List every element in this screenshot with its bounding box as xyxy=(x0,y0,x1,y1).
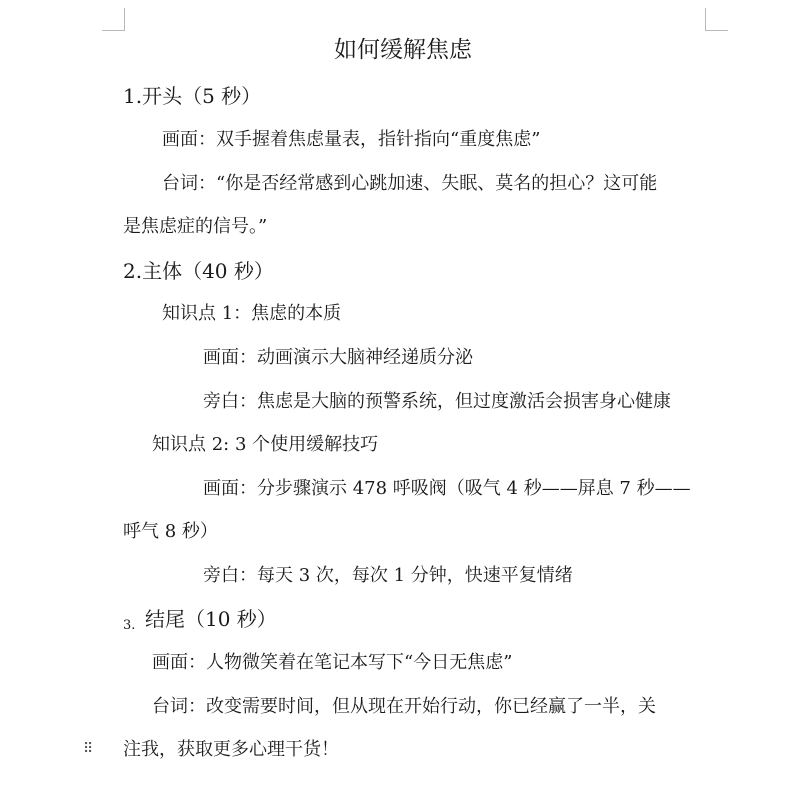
point-2-visual-1: 画面：分步骤演示 478 呼吸阀（吸气 4 秒——屏息 7 秒—— xyxy=(203,478,691,499)
page-corner-mark-top-left xyxy=(102,8,125,31)
point-2-narration: 旁白：每天 3 次，每次 1 分钟，快速平复情绪 xyxy=(203,565,573,586)
point-2-label: 知识点 2: 3 个使用缓解技巧 xyxy=(152,434,379,455)
opening-line-2: 是焦虑症的信号。” xyxy=(123,216,268,237)
section-ending-number: 3. xyxy=(123,618,136,633)
section-body-heading: 2.主体（40 秒） xyxy=(123,259,274,283)
ending-line-1: 台词：改变需要时间，但从现在开始行动，你已经赢了一半，关 xyxy=(152,696,656,717)
point-2-visual-2: 呼气 8 秒） xyxy=(123,521,218,542)
opening-visual: 画面：双手握着焦虑量表，指针指向“重度焦虑” xyxy=(162,129,541,150)
section-opening-heading: 1.开头（5 秒） xyxy=(123,84,262,108)
page-corner-mark-top-right xyxy=(705,8,728,31)
ending-visual: 画面：人物微笑着在笔记本写下“今日无焦虑” xyxy=(152,652,513,673)
document-title: 如何缓解焦虑 xyxy=(334,37,472,63)
opening-line-1: 台词：“你是否经常感到心跳加速、失眠、莫名的担心？这可能 xyxy=(162,173,658,194)
ending-line-2: 注我，获取更多心理干货！ xyxy=(123,739,339,760)
drag-handle-icon[interactable]: ⠿ xyxy=(83,741,94,757)
point-1-visual: 画面：动画演示大脑神经递质分泌 xyxy=(203,347,473,368)
point-1-label: 知识点 1：焦虑的本质 xyxy=(162,303,342,324)
point-1-narration: 旁白：焦虑是大脑的预警系统，但过度激活会损害身心健康 xyxy=(203,391,671,412)
section-ending-heading: 结尾（10 秒） xyxy=(145,607,277,631)
